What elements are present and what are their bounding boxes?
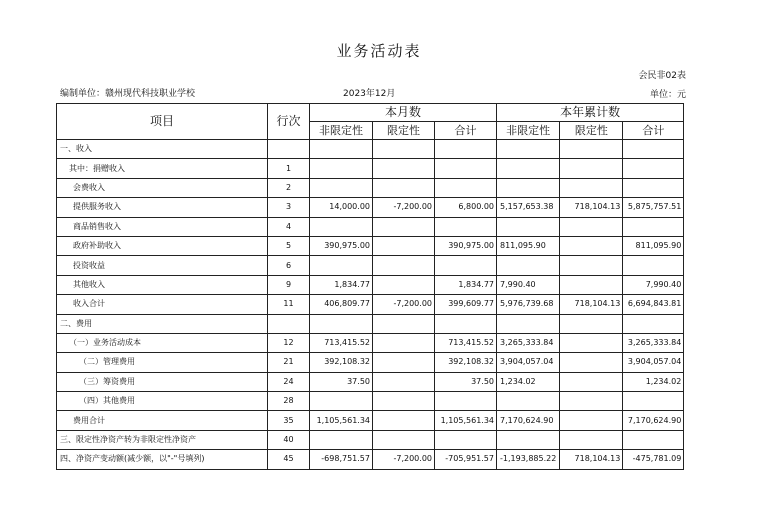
month-restricted-cell (373, 275, 435, 294)
month-unrestricted-cell: -698,751.57 (310, 450, 373, 469)
month-unrestricted-cell: 1,834.77 (310, 275, 373, 294)
table-row (57, 392, 684, 411)
row-item-label: 收入合计 (57, 295, 268, 314)
table-row (57, 159, 684, 178)
ytd-total-cell (623, 314, 684, 333)
row-item-label: 投资收益 (57, 256, 268, 275)
month-total-cell: 1,834.77 (435, 275, 497, 294)
table-row (57, 178, 684, 197)
ytd-restricted-cell (560, 430, 623, 449)
row-item-label: （一）业务活动成本 (57, 333, 268, 352)
header-line: 行次 (268, 104, 310, 140)
month-restricted-cell (373, 411, 435, 430)
month-restricted-cell (373, 333, 435, 352)
header-ytd-total: 合计 (623, 122, 684, 140)
currency-unit: 单位：元 (649, 90, 686, 100)
table-row (57, 333, 684, 352)
ytd-total-cell (623, 217, 684, 236)
ytd-total-cell (623, 392, 684, 411)
month-unrestricted-cell: 713,415.52 (310, 333, 373, 352)
header-ytd-restricted: 限定性 (560, 122, 623, 140)
month-total-cell: 399,609.77 (435, 295, 497, 314)
month-restricted-cell (373, 430, 435, 449)
month-unrestricted-cell: 392,108.32 (310, 353, 373, 372)
month-unrestricted-cell (310, 430, 373, 449)
ytd-restricted-cell (560, 411, 623, 430)
ytd-restricted-cell (560, 256, 623, 275)
table-row (57, 275, 684, 294)
row-item-label: 会费收入 (57, 178, 268, 197)
ytd-total-cell: -475,781.09 (623, 450, 684, 469)
row-item-label: 二、费用 (57, 314, 268, 333)
month-restricted-cell (373, 236, 435, 255)
month-unrestricted-cell (310, 256, 373, 275)
month-total-cell (435, 159, 497, 178)
ytd-total-cell: 3,904,057.04 (623, 353, 684, 372)
ytd-unrestricted-cell: 5,976,739.68 (497, 295, 560, 314)
row-item-label: 提供服务收入 (57, 198, 268, 217)
ytd-unrestricted-cell (497, 217, 560, 236)
row-line-number: 35 (268, 411, 310, 430)
ytd-restricted-cell: 718,104.13 (560, 198, 623, 217)
ytd-total-cell (623, 256, 684, 275)
month-restricted-cell (373, 159, 435, 178)
report-title: 业务活动表 (336, 42, 422, 60)
header-month-unrestricted: 非限定性 (310, 122, 373, 140)
month-unrestricted-cell: 1,105,561.34 (310, 411, 373, 430)
ytd-restricted-cell (560, 178, 623, 197)
table-row (57, 217, 684, 236)
month-restricted-cell (373, 392, 435, 411)
ytd-unrestricted-cell: 3,904,057.04 (497, 353, 560, 372)
header-current-month: 本月数 (310, 104, 497, 122)
month-unrestricted-cell (310, 140, 373, 159)
month-unrestricted-cell: 390,975.00 (310, 236, 373, 255)
ytd-total-cell (623, 178, 684, 197)
row-line-number: 2 (268, 178, 310, 197)
ytd-restricted-cell: 718,104.13 (560, 295, 623, 314)
row-item-label: 政府补助收入 (57, 236, 268, 255)
month-unrestricted-cell (310, 314, 373, 333)
row-item-label: （三）筹资费用 (57, 372, 268, 391)
month-total-cell: 392,108.32 (435, 353, 497, 372)
month-restricted-cell (373, 372, 435, 391)
table-row (57, 430, 684, 449)
ytd-restricted-cell (560, 236, 623, 255)
month-unrestricted-cell: 406,809.77 (310, 295, 373, 314)
month-total-cell: 37.50 (435, 372, 497, 391)
ytd-unrestricted-cell: 7,170,624.90 (497, 411, 560, 430)
row-item-label: 商品销售收入 (57, 217, 268, 236)
ytd-restricted-cell (560, 159, 623, 178)
row-item-label: 其他收入 (57, 275, 268, 294)
ytd-restricted-cell (560, 314, 623, 333)
row-line-number: 5 (268, 236, 310, 255)
month-restricted-cell: -7,200.00 (373, 295, 435, 314)
month-total-cell (435, 314, 497, 333)
ytd-total-cell: 1,234.02 (623, 372, 684, 391)
ytd-unrestricted-cell (497, 159, 560, 178)
ytd-restricted-cell (560, 353, 623, 372)
activity-statement-table (56, 103, 684, 470)
ytd-unrestricted-cell: -1,193,885.22 (497, 450, 560, 469)
month-unrestricted-cell (310, 392, 373, 411)
month-unrestricted-cell (310, 159, 373, 178)
ytd-total-cell (623, 140, 684, 159)
row-line-number (268, 314, 310, 333)
ytd-restricted-cell (560, 372, 623, 391)
table-row (57, 295, 684, 314)
ytd-unrestricted-cell: 1,234.02 (497, 372, 560, 391)
month-total-cell: 6,800.00 (435, 198, 497, 217)
row-line-number: 45 (268, 450, 310, 469)
ytd-unrestricted-cell (497, 392, 560, 411)
row-item-label: （四）其他费用 (57, 392, 268, 411)
row-line-number: 9 (268, 275, 310, 294)
ytd-unrestricted-cell: 7,990.40 (497, 275, 560, 294)
month-unrestricted-cell: 37.50 (310, 372, 373, 391)
row-line-number: 28 (268, 392, 310, 411)
row-line-number: 11 (268, 295, 310, 314)
table-row (57, 198, 684, 217)
header-year-to-date: 本年累计数 (497, 104, 684, 122)
ytd-unrestricted-cell: 5,157,653.38 (497, 198, 560, 217)
row-line-number: 21 (268, 353, 310, 372)
ytd-unrestricted-cell (497, 314, 560, 333)
month-total-cell (435, 140, 497, 159)
row-line-number: 6 (268, 256, 310, 275)
row-item-label: 其中：捐赠收入 (57, 159, 268, 178)
ytd-unrestricted-cell (497, 178, 560, 197)
month-total-cell: 713,415.52 (435, 333, 497, 352)
month-total-cell: 1,105,561.34 (435, 411, 497, 430)
table-row (57, 236, 684, 255)
table-row (57, 450, 684, 469)
ytd-unrestricted-cell: 811,095.90 (497, 236, 560, 255)
ytd-unrestricted-cell: 3,265,333.84 (497, 333, 560, 352)
month-total-cell: -705,951.57 (435, 450, 497, 469)
ytd-restricted-cell (560, 140, 623, 159)
row-item-label: 费用合计 (57, 411, 268, 430)
ytd-total-cell: 811,095.90 (623, 236, 684, 255)
header-ytd-unrestricted: 非限定性 (497, 122, 560, 140)
header-item: 项目 (57, 104, 268, 140)
row-line-number (268, 140, 310, 159)
header-month-restricted: 限定性 (373, 122, 435, 140)
month-restricted-cell (373, 314, 435, 333)
month-total-cell (435, 392, 497, 411)
row-line-number: 40 (268, 430, 310, 449)
ytd-restricted-cell (560, 217, 623, 236)
row-line-number: 24 (268, 372, 310, 391)
month-total-cell (435, 217, 497, 236)
ytd-total-cell: 7,170,624.90 (623, 411, 684, 430)
table-row (57, 411, 684, 430)
ytd-restricted-cell (560, 333, 623, 352)
month-restricted-cell (373, 178, 435, 197)
row-item-label: 一、收入 (57, 140, 268, 159)
table-row (57, 140, 684, 159)
reporting-entity: 编制单位：赣州现代科技职业学校 (60, 89, 196, 99)
row-line-number: 4 (268, 217, 310, 236)
table-row (57, 314, 684, 333)
ytd-total-cell: 7,990.40 (623, 275, 684, 294)
month-restricted-cell (373, 353, 435, 372)
ytd-restricted-cell (560, 275, 623, 294)
ytd-total-cell: 6,694,843.81 (623, 295, 684, 314)
ytd-unrestricted-cell (497, 430, 560, 449)
month-restricted-cell: -7,200.00 (373, 450, 435, 469)
form-code: 会民非02表 (638, 71, 686, 81)
month-restricted-cell (373, 256, 435, 275)
month-unrestricted-cell: 14,000.00 (310, 198, 373, 217)
ytd-total-cell (623, 159, 684, 178)
ytd-total-cell: 5,875,757.51 (623, 198, 684, 217)
month-restricted-cell (373, 140, 435, 159)
table-row (57, 353, 684, 372)
month-unrestricted-cell (310, 178, 373, 197)
table-row (57, 372, 684, 391)
month-total-cell (435, 430, 497, 449)
row-item-label: 三、限定性净资产转为非限定性净资产 (57, 430, 268, 449)
month-restricted-cell (373, 217, 435, 236)
month-total-cell (435, 178, 497, 197)
month-total-cell (435, 256, 497, 275)
month-restricted-cell: -7,200.00 (373, 198, 435, 217)
ytd-total-cell: 3,265,333.84 (623, 333, 684, 352)
report-period: 2023年12月 (343, 89, 396, 99)
month-unrestricted-cell (310, 217, 373, 236)
ytd-unrestricted-cell (497, 140, 560, 159)
row-line-number: 1 (268, 159, 310, 178)
table-row (57, 256, 684, 275)
ytd-restricted-cell: 718,104.13 (560, 450, 623, 469)
row-line-number: 12 (268, 333, 310, 352)
ytd-unrestricted-cell (497, 256, 560, 275)
header-month-total: 合计 (435, 122, 497, 140)
month-total-cell: 390,975.00 (435, 236, 497, 255)
row-item-label: （二）管理费用 (57, 353, 268, 372)
row-item-label: 四、净资产变动额(减少额，以"-"号填列) (57, 450, 268, 469)
ytd-total-cell (623, 430, 684, 449)
row-line-number: 3 (268, 198, 310, 217)
ytd-restricted-cell (560, 392, 623, 411)
